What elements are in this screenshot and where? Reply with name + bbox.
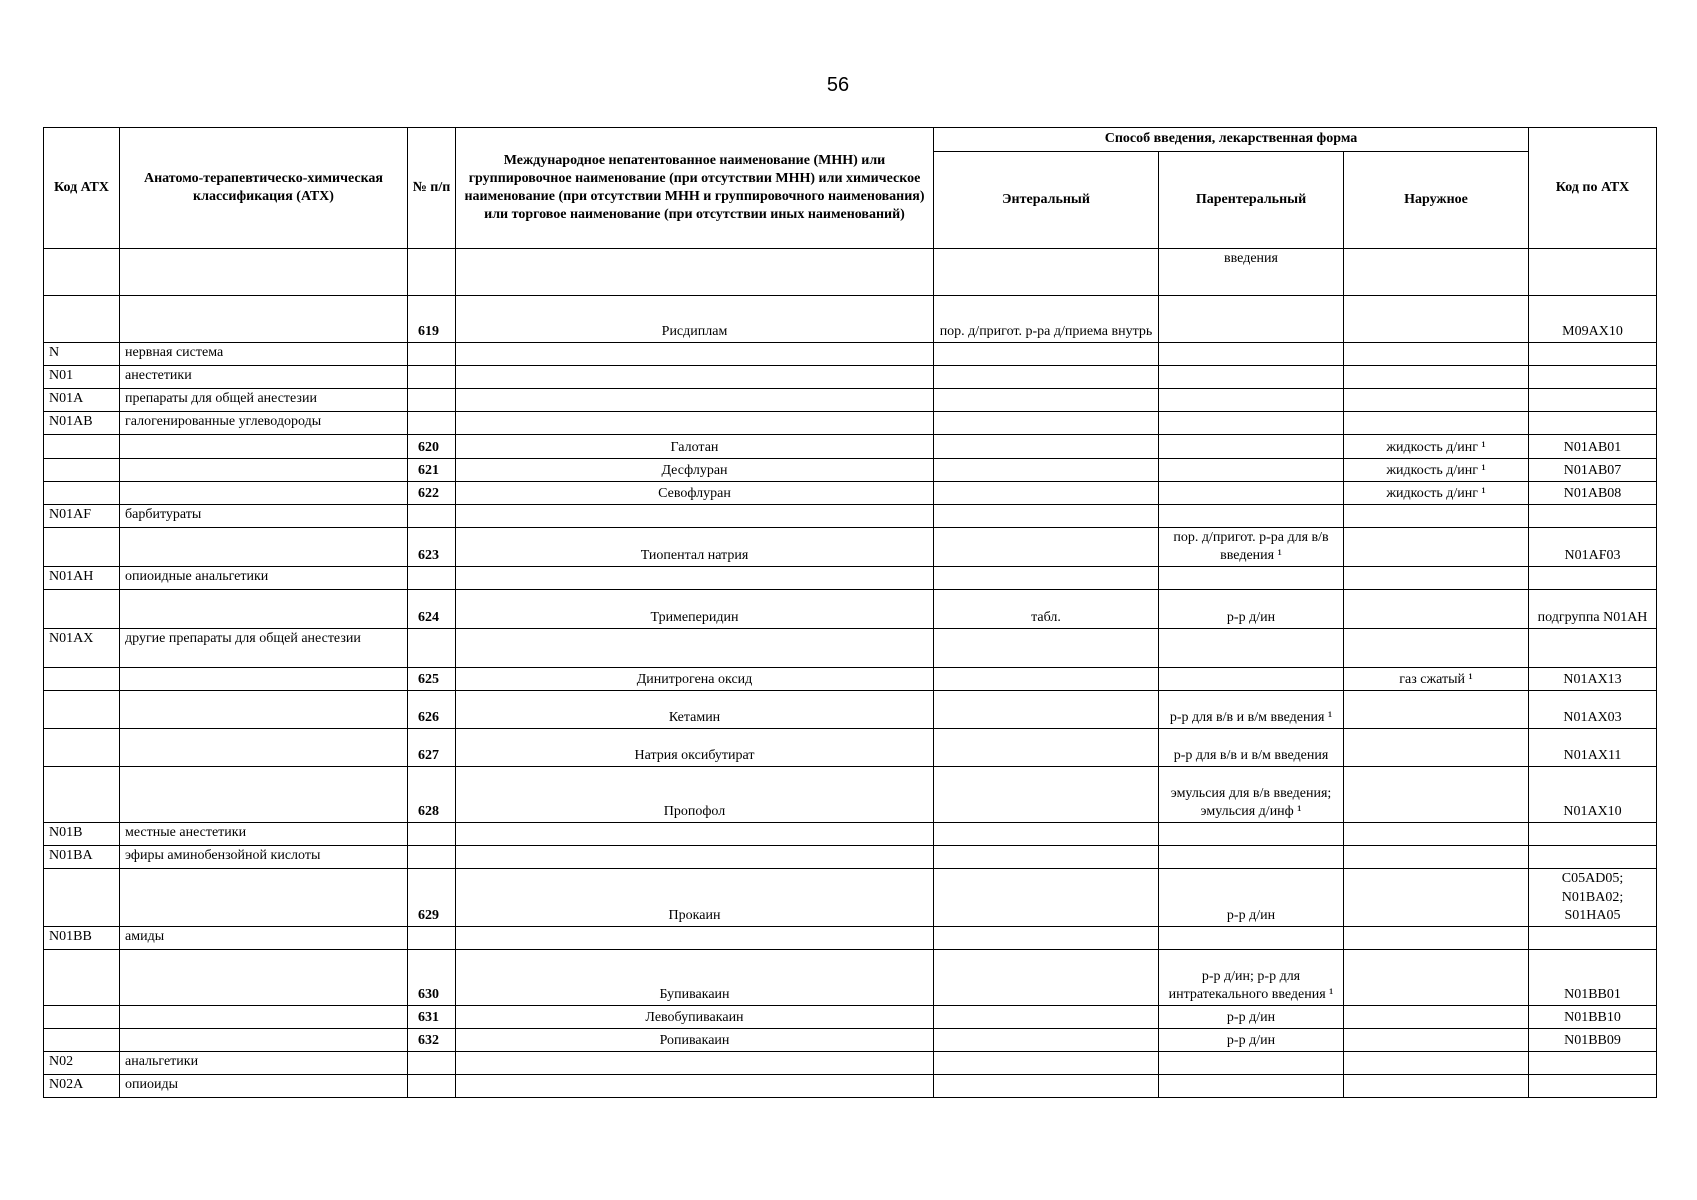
classification-cell: опиоиды — [120, 1074, 408, 1097]
classification-row — [44, 366, 1657, 389]
row-number-cell — [408, 389, 456, 412]
parenteral-cell — [1159, 823, 1344, 846]
row-number-cell — [408, 505, 456, 528]
external-cell — [1344, 366, 1529, 389]
enteral-cell — [934, 846, 1159, 869]
parenteral-cell — [1159, 412, 1344, 435]
atx-reference-cell — [1529, 823, 1657, 846]
external-cell: жидкость д/инг ¹ — [1344, 435, 1529, 459]
atx-reference-cell: N01AX13 — [1529, 668, 1657, 691]
external-cell — [1344, 1051, 1529, 1074]
enteral-cell — [934, 1051, 1159, 1074]
enteral-cell — [934, 435, 1159, 459]
enteral-cell — [934, 869, 1159, 927]
enteral-cell — [934, 505, 1159, 528]
atx-reference-cell: N01AX10 — [1529, 767, 1657, 823]
row-number-cell: 628 — [408, 767, 456, 823]
row-number-cell — [408, 823, 456, 846]
drug-name-cell — [456, 926, 934, 949]
drug-name-cell: Динитрогена оксид — [456, 668, 934, 691]
parenteral-cell — [1159, 366, 1344, 389]
row-number-cell — [408, 1051, 456, 1074]
enteral-cell: пор. д/пригот. р-ра д/приема внутрь — [934, 296, 1159, 343]
external-cell — [1344, 729, 1529, 767]
external-cell — [1344, 629, 1529, 668]
parenteral-cell — [1159, 505, 1344, 528]
enteral-cell: табл. — [934, 590, 1159, 629]
classification-cell — [120, 435, 408, 459]
row-number-cell: 626 — [408, 691, 456, 729]
header-external: Наружное — [1344, 152, 1529, 249]
atx-code-cell: N01A — [44, 389, 120, 412]
row-number-cell — [408, 249, 456, 296]
atx-reference-cell: N01AX03 — [1529, 691, 1657, 729]
atx-reference-cell — [1529, 505, 1657, 528]
row-number-cell: 622 — [408, 482, 456, 505]
atx-reference-cell: подгруппа N01AH — [1529, 590, 1657, 629]
parenteral-cell — [1159, 435, 1344, 459]
enteral-cell — [934, 668, 1159, 691]
atx-code-cell: N01AX — [44, 629, 120, 668]
atx-reference-cell: N01AF03 — [1529, 528, 1657, 567]
classification-cell: барбитураты — [120, 505, 408, 528]
external-cell — [1344, 567, 1529, 590]
table-row — [44, 249, 1657, 296]
classification-cell: анальгетики — [120, 1051, 408, 1074]
atx-code-cell — [44, 668, 120, 691]
table-row — [44, 1005, 1657, 1028]
header-atx-classification: Анатомо-терапевтическо-химическая классификация (АТХ) — [120, 128, 408, 249]
drug-name-cell — [456, 389, 934, 412]
atx-code-cell — [44, 482, 120, 505]
enteral-cell — [934, 729, 1159, 767]
enteral-cell — [934, 1028, 1159, 1051]
enteral-cell — [934, 767, 1159, 823]
drug-name-cell — [456, 823, 934, 846]
table-row — [44, 729, 1657, 767]
parenteral-cell — [1159, 343, 1344, 366]
classification-cell — [120, 767, 408, 823]
classification-row — [44, 389, 1657, 412]
external-cell — [1344, 1028, 1529, 1051]
table-header — [44, 128, 1657, 249]
drug-name-cell: Натрия оксибутират — [456, 729, 934, 767]
enteral-cell — [934, 691, 1159, 729]
row-number-cell: 624 — [408, 590, 456, 629]
external-cell — [1344, 823, 1529, 846]
table-row — [44, 482, 1657, 505]
external-cell — [1344, 505, 1529, 528]
row-number-cell: 630 — [408, 949, 456, 1005]
parenteral-cell — [1159, 1074, 1344, 1097]
enteral-cell — [934, 366, 1159, 389]
table-row — [44, 296, 1657, 343]
row-number-cell: 631 — [408, 1005, 456, 1028]
enteral-cell — [934, 926, 1159, 949]
classification-cell: местные анестетики — [120, 823, 408, 846]
parenteral-cell — [1159, 629, 1344, 668]
atx-code-cell: N01AB — [44, 412, 120, 435]
classification-row — [44, 926, 1657, 949]
enteral-cell — [934, 343, 1159, 366]
atx-reference-cell — [1529, 926, 1657, 949]
atx-reference-cell — [1529, 629, 1657, 668]
drug-name-cell — [456, 505, 934, 528]
table-row — [44, 590, 1657, 629]
row-number-cell — [408, 366, 456, 389]
enteral-cell — [934, 482, 1159, 505]
header-atx-reference: Код по АТХ — [1529, 128, 1657, 249]
atx-code-cell: N — [44, 343, 120, 366]
enteral-cell — [934, 1074, 1159, 1097]
header-drug-name: Международное непатентованное наименование (МНН) или группировочное наименование (при отсутствии МНН) или химическое наименование (при отсутствии МНН и группировочного наименования) или торговое наименование (при отсутствии иных наименований) — [456, 128, 934, 249]
row-number-cell: 620 — [408, 435, 456, 459]
classification-cell: галогенированные углеводороды — [120, 412, 408, 435]
parenteral-cell — [1159, 482, 1344, 505]
enteral-cell — [934, 412, 1159, 435]
atx-reference-cell — [1529, 1074, 1657, 1097]
external-cell — [1344, 869, 1529, 927]
atx-reference-cell — [1529, 412, 1657, 435]
drug-name-cell — [456, 249, 934, 296]
drug-name-cell — [456, 1051, 934, 1074]
parenteral-cell — [1159, 389, 1344, 412]
header-enteral: Энтеральный — [934, 152, 1159, 249]
atx-code-cell — [44, 590, 120, 629]
enteral-cell — [934, 949, 1159, 1005]
row-number-cell — [408, 412, 456, 435]
external-cell — [1344, 296, 1529, 343]
atx-code-cell: N01 — [44, 366, 120, 389]
external-cell — [1344, 767, 1529, 823]
drug-name-cell — [456, 412, 934, 435]
atx-code-cell — [44, 869, 120, 927]
classification-row — [44, 343, 1657, 366]
parenteral-cell: пор. д/пригот. р-ра для в/в введения ¹ — [1159, 528, 1344, 567]
atx-reference-cell: N01AB08 — [1529, 482, 1657, 505]
external-cell: жидкость д/инг ¹ — [1344, 459, 1529, 482]
drug-name-cell: Тримеперидин — [456, 590, 934, 629]
external-cell — [1344, 1005, 1529, 1028]
external-cell: газ сжатый ¹ — [1344, 668, 1529, 691]
drug-name-cell: Прокаин — [456, 869, 934, 927]
table-row — [44, 528, 1657, 567]
atx-reference-cell — [1529, 846, 1657, 869]
drug-name-cell — [456, 343, 934, 366]
parenteral-cell — [1159, 926, 1344, 949]
enteral-cell — [934, 823, 1159, 846]
row-number-cell: 621 — [408, 459, 456, 482]
parenteral-cell: р-р для в/в и в/м введения ¹ — [1159, 691, 1344, 729]
table-row — [44, 691, 1657, 729]
external-cell — [1344, 343, 1529, 366]
classification-row — [44, 567, 1657, 590]
atx-reference-cell: C05AD05; N01BA02; S01HA05 — [1529, 869, 1657, 927]
classification-cell: нервная система — [120, 343, 408, 366]
atx-code-cell — [44, 435, 120, 459]
classification-cell — [120, 1005, 408, 1028]
classification-cell: анестетики — [120, 366, 408, 389]
drug-name-cell: Пропофол — [456, 767, 934, 823]
parenteral-cell: р-р д/ин — [1159, 590, 1344, 629]
table-row — [44, 668, 1657, 691]
atx-reference-cell — [1529, 366, 1657, 389]
atx-code-cell: N01AF — [44, 505, 120, 528]
external-cell — [1344, 926, 1529, 949]
atx-code-cell: N01AH — [44, 567, 120, 590]
atx-code-cell — [44, 296, 120, 343]
classification-cell — [120, 482, 408, 505]
parenteral-cell: эмульсия для в/в введения; эмульсия д/инф ¹ — [1159, 767, 1344, 823]
external-cell — [1344, 590, 1529, 629]
atx-reference-cell — [1529, 389, 1657, 412]
drug-name-cell: Левобупивакаин — [456, 1005, 934, 1028]
row-number-cell: 627 — [408, 729, 456, 767]
classification-cell: другие препараты для общей анестезии — [120, 629, 408, 668]
drug-name-cell: Севофлуран — [456, 482, 934, 505]
classification-cell — [120, 729, 408, 767]
atx-code-cell: N01BA — [44, 846, 120, 869]
external-cell — [1344, 249, 1529, 296]
classification-cell: эфиры аминобензойной кислоты — [120, 846, 408, 869]
parenteral-cell: р-р д/ин; р-р для интратекального введения ¹ — [1159, 949, 1344, 1005]
drug-name-cell: Ропивакаин — [456, 1028, 934, 1051]
row-number-cell — [408, 1074, 456, 1097]
enteral-cell — [934, 629, 1159, 668]
parenteral-cell: р-р д/ин — [1159, 869, 1344, 927]
classification-cell — [120, 249, 408, 296]
enteral-cell — [934, 249, 1159, 296]
drug-name-cell: Рисдиплам — [456, 296, 934, 343]
atx-code-cell — [44, 528, 120, 567]
drug-name-cell — [456, 567, 934, 590]
drug-name-cell: Галотан — [456, 435, 934, 459]
row-number-cell: 625 — [408, 668, 456, 691]
enteral-cell — [934, 389, 1159, 412]
atx-reference-cell — [1529, 1051, 1657, 1074]
enteral-cell — [934, 459, 1159, 482]
parenteral-cell — [1159, 567, 1344, 590]
parenteral-cell: введения — [1159, 249, 1344, 296]
table-row — [44, 435, 1657, 459]
parenteral-cell: р-р д/ин — [1159, 1005, 1344, 1028]
atx-code-cell — [44, 767, 120, 823]
drug-name-cell: Кетамин — [456, 691, 934, 729]
classification-cell — [120, 459, 408, 482]
header-parenteral: Парентеральный — [1159, 152, 1344, 249]
atx-code-cell — [44, 249, 120, 296]
atx-code-cell — [44, 729, 120, 767]
drug-name-cell — [456, 846, 934, 869]
drug-name-cell: Десфлуран — [456, 459, 934, 482]
row-number-cell — [408, 567, 456, 590]
external-cell — [1344, 389, 1529, 412]
parenteral-cell — [1159, 296, 1344, 343]
classification-row — [44, 505, 1657, 528]
atx-reference-cell — [1529, 343, 1657, 366]
atx-code-cell — [44, 1028, 120, 1051]
classification-row — [44, 846, 1657, 869]
enteral-cell — [934, 1005, 1159, 1028]
parenteral-cell — [1159, 459, 1344, 482]
atx-code-cell — [44, 459, 120, 482]
atx-reference-cell: N01AB01 — [1529, 435, 1657, 459]
atx-code-cell: N01B — [44, 823, 120, 846]
row-number-cell: 619 — [408, 296, 456, 343]
classification-cell: амиды — [120, 926, 408, 949]
classification-row — [44, 823, 1657, 846]
atx-reference-cell — [1529, 249, 1657, 296]
table-row — [44, 869, 1657, 927]
classification-cell — [120, 691, 408, 729]
atx-code-cell — [44, 949, 120, 1005]
classification-row — [44, 1074, 1657, 1097]
classification-cell: препараты для общей анестезии — [120, 389, 408, 412]
parenteral-cell: р-р для в/в и в/м введения — [1159, 729, 1344, 767]
parenteral-cell — [1159, 1051, 1344, 1074]
classification-cell: опиоидные анальгетики — [120, 567, 408, 590]
atx-code-cell — [44, 691, 120, 729]
drug-name-cell — [456, 629, 934, 668]
external-cell — [1344, 691, 1529, 729]
header-atx-code: Код АТХ — [44, 128, 120, 249]
atx-code-cell — [44, 1005, 120, 1028]
classification-row — [44, 412, 1657, 435]
page-number: 56 — [826, 74, 850, 96]
parenteral-cell — [1159, 846, 1344, 869]
table-row — [44, 459, 1657, 482]
classification-cell — [120, 949, 408, 1005]
classification-cell — [120, 590, 408, 629]
atx-reference-cell: N01AX11 — [1529, 729, 1657, 767]
external-cell — [1344, 528, 1529, 567]
external-cell — [1344, 1074, 1529, 1097]
drug-name-cell: Бупивакаин — [456, 949, 934, 1005]
table-row — [44, 1028, 1657, 1051]
drug-table — [43, 127, 1657, 1098]
atx-reference-cell: N01BB01 — [1529, 949, 1657, 1005]
atx-reference-cell: N01AB07 — [1529, 459, 1657, 482]
row-number-cell: 623 — [408, 528, 456, 567]
header-row-number: № п/п — [408, 128, 456, 249]
atx-reference-cell: M09AX10 — [1529, 296, 1657, 343]
table-row — [44, 949, 1657, 1005]
drug-name-cell — [456, 1074, 934, 1097]
classification-row — [44, 1051, 1657, 1074]
parenteral-cell — [1159, 668, 1344, 691]
table-row — [44, 767, 1657, 823]
atx-code-cell: N02 — [44, 1051, 120, 1074]
classification-cell — [120, 1028, 408, 1051]
table-body — [44, 249, 1657, 1098]
drug-name-cell — [456, 366, 934, 389]
classification-cell — [120, 668, 408, 691]
classification-cell — [120, 869, 408, 927]
enteral-cell — [934, 528, 1159, 567]
enteral-cell — [934, 567, 1159, 590]
row-number-cell — [408, 926, 456, 949]
classification-cell — [120, 528, 408, 567]
atx-reference-cell: N01BB10 — [1529, 1005, 1657, 1028]
external-cell: жидкость д/инг ¹ — [1344, 482, 1529, 505]
atx-reference-cell: N01BB09 — [1529, 1028, 1657, 1051]
row-number-cell — [408, 343, 456, 366]
atx-reference-cell — [1529, 567, 1657, 590]
classification-row — [44, 629, 1657, 668]
row-number-cell — [408, 629, 456, 668]
row-number-cell: 629 — [408, 869, 456, 927]
external-cell — [1344, 846, 1529, 869]
drug-name-cell: Тиопентал натрия — [456, 528, 934, 567]
parenteral-cell: р-р д/ин — [1159, 1028, 1344, 1051]
classification-cell — [120, 296, 408, 343]
header-route-group: Способ введения, лекарственная форма — [934, 128, 1529, 152]
external-cell — [1344, 949, 1529, 1005]
atx-code-cell: N01BB — [44, 926, 120, 949]
external-cell — [1344, 412, 1529, 435]
row-number-cell: 632 — [408, 1028, 456, 1051]
row-number-cell — [408, 846, 456, 869]
atx-code-cell: N02A — [44, 1074, 120, 1097]
